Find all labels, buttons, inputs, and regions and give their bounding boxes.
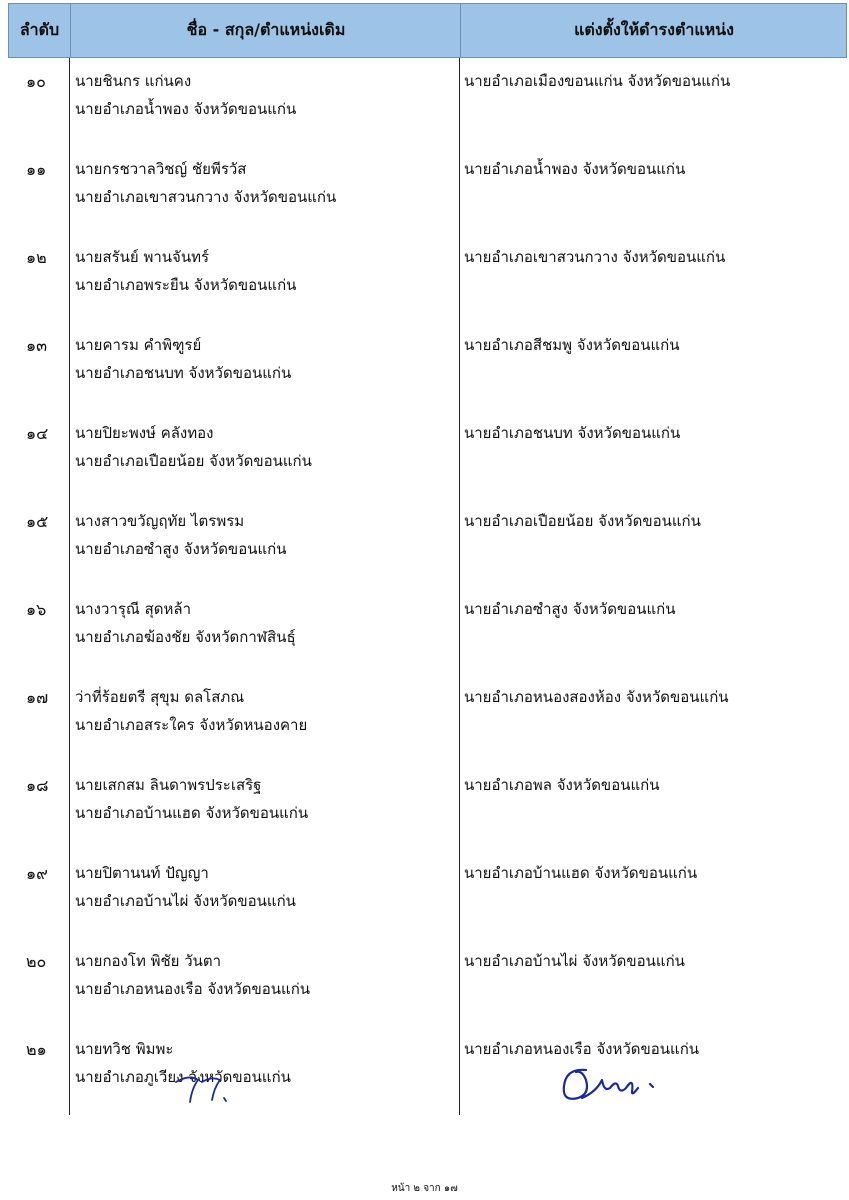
row-name: นางวารุณี สุดหล้า (75, 600, 191, 618)
table-row (8, 502, 847, 590)
initial-signature-left (168, 1068, 238, 1110)
row-name-block (75, 419, 312, 475)
row-name-block (75, 67, 296, 123)
row-name: นายกองโท พิชัย วันตา (75, 952, 222, 970)
row-old-position: นายอำเภอเขาสวนกวาง จังหวัดขอนแก่น (75, 188, 337, 206)
row-old-position: นายอำเภอหนองเรือ จังหวัดขอนแก่น (75, 980, 311, 998)
table-row (8, 150, 847, 238)
row-order: ๑๕ (26, 512, 49, 531)
row-name-block (75, 859, 296, 915)
table-row (8, 854, 847, 942)
row-name-block (75, 683, 307, 739)
row-name: นายสรันย์ พานจันทร์ (75, 248, 210, 266)
table-row (8, 590, 847, 678)
header-name: ชื่อ - สกุล/ตำแหน่งเดิม (70, 4, 461, 57)
header-new-position: แต่งตั้งให้ดำรงตำแหน่ง (460, 4, 847, 57)
row-name: นายกรชวาลวิชญ์ ชัยพีรวัส (75, 160, 247, 178)
row-old-position: นายอำเภอสระใคร จังหวัดหนองคาย (75, 716, 308, 734)
row-name: นายคารม คำพิฑูรย์ (75, 336, 202, 354)
row-new-position: นายอำเภอน้ำพอง จังหวัดขอนแก่น (464, 160, 686, 178)
row-order: ๑๘ (26, 776, 49, 795)
initial-signature-right (556, 1058, 676, 1110)
row-order: ๑๐ (26, 72, 46, 91)
row-new-position: นายอำเภอซำสูง จังหวัดขอนแก่น (464, 600, 676, 618)
row-new-position: นายอำเภอสีชมพู จังหวัดขอนแก่น (464, 336, 680, 354)
row-old-position: นายอำเภอพระยืน จังหวัดขอนแก่น (75, 276, 297, 294)
row-new-position: นายอำเภอบ้านแฮด จังหวัดขอนแก่น (464, 864, 698, 882)
table-row (8, 766, 847, 854)
row-name-block (75, 155, 336, 211)
row-order: ๑๔ (26, 424, 49, 443)
row-order: ๑๑ (26, 160, 47, 179)
row-new-position: นายอำเภอบ้านไผ่ จังหวัดขอนแก่น (464, 952, 685, 970)
row-old-position: นายอำเภอซำสูง จังหวัดขอนแก่น (75, 540, 287, 558)
row-old-position: นายอำเภอบ้านแฮด จังหวัดขอนแก่น (75, 804, 309, 822)
row-order: ๑๖ (26, 600, 47, 619)
header-order: ลำดับ (19, 20, 60, 39)
row-old-position: นายอำเภอน้ำพอง จังหวัดขอนแก่น (75, 100, 297, 118)
row-name: นายเสกสม ลินดาพรประเสริฐ (75, 776, 262, 794)
row-order: ๑๒ (26, 248, 47, 267)
row-new-position: นายอำเภอเปือยน้อย จังหวัดขอนแก่น (464, 512, 701, 530)
row-name: นายปิตานนท์ ปัญญา (75, 864, 209, 882)
page-footer: หน้า ๒ จาก ๑๗ (391, 1183, 458, 1194)
row-name: ว่าที่ร้อยตรี สุขุม ดลโสภณ (75, 688, 245, 706)
row-name: นายทวิช พิมพะ (75, 1040, 174, 1058)
row-order: ๒๑ (26, 1040, 47, 1059)
row-name-block (75, 331, 291, 387)
row-new-position: นายอำเภอหนองสองห้อง จังหวัดขอนแก่น (464, 688, 729, 706)
table-row (8, 942, 847, 1030)
row-name-block (75, 507, 286, 563)
row-new-position: นายอำเภอเมืองขอนแก่น จังหวัดขอนแก่น (464, 72, 731, 90)
row-name-block (75, 595, 296, 651)
row-old-position: นายอำเภอบ้านไผ่ จังหวัดขอนแก่น (75, 892, 296, 910)
table-header (8, 3, 847, 58)
table-row (8, 1030, 847, 1118)
table-row (8, 62, 847, 150)
table-row (8, 414, 847, 502)
table-row (8, 678, 847, 766)
row-order: ๑๙ (26, 864, 48, 883)
row-name-block (75, 947, 310, 1003)
row-new-position: นายอำเภอหนองเรือ จังหวัดขอนแก่น (464, 1040, 700, 1058)
row-new-position: นายอำเภอพล จังหวัดขอนแก่น (464, 776, 660, 794)
table-row (8, 238, 847, 326)
row-order: ๒๐ (26, 952, 47, 971)
table-row (8, 326, 847, 414)
row-order: ๑๗ (26, 688, 49, 707)
row-name-block (75, 243, 296, 299)
row-name: นายชินกร แก่นคง (75, 72, 192, 90)
row-name: นายปิยะพงษ์ คลังทอง (75, 424, 214, 442)
row-new-position: นายอำเภอชนบท จังหวัดขอนแก่น (464, 424, 681, 442)
row-name-block (75, 771, 308, 827)
row-new-position: นายอำเภอเขาสวนกวาง จังหวัดขอนแก่น (464, 248, 726, 266)
row-old-position: นายอำเภอฆ้องชัย จังหวัดกาฬสินธุ์ (75, 628, 296, 646)
row-old-position: นายอำเภอเปือยน้อย จังหวัดขอนแก่น (75, 452, 312, 470)
row-old-position: นายอำเภอภูเวียง จังหวัดขอนแก่น (75, 1068, 291, 1086)
row-name: นางสาวขวัญฤทัย ไตรพรม (75, 512, 245, 530)
row-old-position: นายอำเภอชนบท จังหวัดขอนแก่น (75, 364, 292, 382)
row-order: ๑๓ (26, 336, 48, 355)
